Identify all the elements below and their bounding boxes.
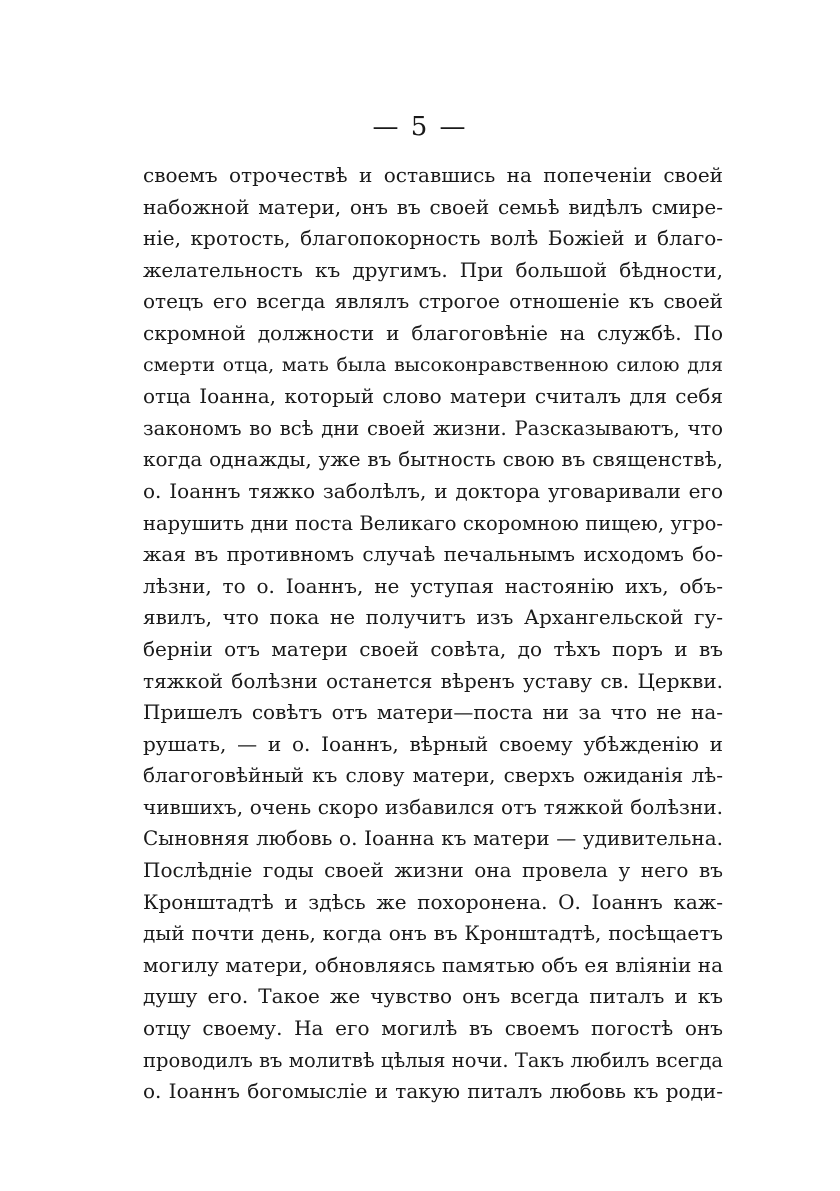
text-line: лѣзни, то о. Іоаннъ, не уступая настоянію ихъ, объ-	[143, 573, 723, 598]
text-line: Кронштадтѣ и здѣсь же похоронена. О. Іоаннъ каж-	[143, 889, 723, 914]
page-number: — 5 —	[372, 112, 468, 142]
text-line: могилу матери, обновляясь памятью объ ея вліяніи на	[143, 952, 723, 977]
text-line: душу его. Такое же чувство онъ всегда питалъ и къ	[143, 984, 723, 1009]
text-line: скромной должности и благоговѣніе на службѣ. По	[143, 320, 723, 345]
text-line: когда однажды, уже въ бытность свою въ священствѣ,	[143, 447, 723, 472]
text-line: Пришелъ совѣтъ отъ матери—поста ни за что не на-	[143, 700, 723, 725]
text-line: смерти отца, мать была высоконравственною силою для	[143, 353, 723, 376]
text-line: Послѣдніе годы своей жизни она провела у него въ	[143, 858, 723, 883]
text-line: жая въ противномъ случаѣ печальнымъ исходомъ бо-	[143, 542, 723, 567]
text-line: дый почти день, когда онъ въ Кронштадтѣ, посѣщаетъ	[143, 921, 723, 946]
text-line: тяжкой болѣзни останется вѣренъ уставу св. Церкви.	[143, 668, 723, 693]
text-line: отецъ его всегда являлъ строгое отношеніе къ своей	[143, 289, 723, 314]
text-line: о. Іоаннъ богомысліе и такую питалъ любовь къ роди-	[143, 1079, 723, 1104]
text-line: желательность къ другимъ. При большой бѣдности,	[143, 257, 723, 282]
text-line: о. Іоаннъ тяжко заболѣлъ, и доктора уговаривали его	[143, 478, 723, 503]
text-line: проводилъ въ молитвѣ цѣлыя ночи. Такъ любилъ всегда	[143, 1048, 723, 1072]
body-text	[143, 160, 723, 1108]
text-line: рушать, — и о. Іоаннъ, вѣрный своему убѣжденію и	[143, 731, 723, 756]
text-line: благоговѣйный къ слову матери, сверхъ ожиданія лѣ-	[143, 763, 723, 788]
text-line: берніи отъ матери своей совѣта, до тѣхъ поръ и въ	[143, 636, 723, 661]
text-line: набожной матери, онъ въ своей семьѣ видѣлъ смире-	[143, 194, 723, 219]
text-line: отцу своему. На его могилѣ въ своемъ погостѣ онъ	[143, 1016, 723, 1041]
text-line: Сыновняя любовь о. Іоанна къ матери — удивительна.	[143, 826, 723, 851]
text-line: явилъ, что пока не получитъ изъ Архангельской гу-	[143, 605, 723, 630]
text-line: чившихъ, очень скоро избавился отъ тяжкой болѣзни.	[143, 794, 723, 819]
text-line: ніе, кротость, благопокорность волѣ Божіей и благо-	[143, 226, 723, 251]
text-line: нарушить дни поста Великаго скоромною пищею, угро-	[143, 511, 723, 535]
text-line: отца Іоанна, который слово матери считалъ для себя	[143, 384, 723, 409]
text-line: своемъ отрочествѣ и оставшись на попеченіи своей	[143, 163, 723, 187]
text-line: закономъ во всѣ дни своей жизни. Разсказываютъ, что	[143, 416, 723, 440]
